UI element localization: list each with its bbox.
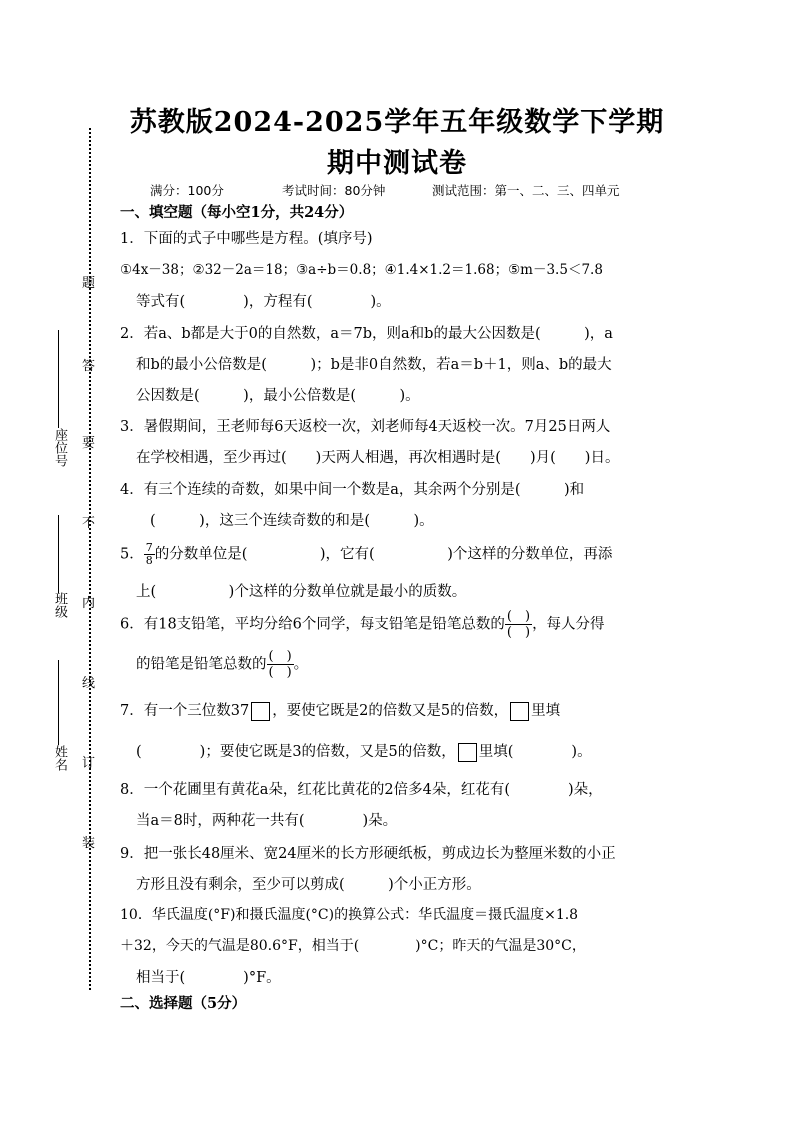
- page-subtitle: 期中测试卷: [327, 148, 467, 179]
- question-3-line: 3．暑假期间，王老师每6天返校一次，刘老师每4天返校一次。7月25日两人: [120, 419, 611, 435]
- question-1-line: 1．下面的式子中哪些是方程。(填序号): [120, 231, 373, 247]
- binding-char: 要: [82, 436, 96, 451]
- question-10-line: ＋32，今天的气温是80.6°F，相当于( )°C；昨天的气温是30°C，: [120, 938, 586, 954]
- question-6-text: 6．有18支铅笔，平均分给6个同学，每支铅笔是铅笔总数的: [120, 616, 505, 633]
- question-9-line: 9．把一张长48厘米、宽24厘米的长方形硬纸板，剪成边长为整厘米数的小正: [120, 846, 616, 862]
- section-heading: 二、选择题（5分）: [120, 995, 247, 1012]
- question-10-line: 相当于( )°F。: [136, 970, 281, 986]
- question-6-line: [136, 649, 308, 680]
- question-8-line: 当a＝8时，两种花一共有( )朵。: [136, 813, 398, 829]
- class-underline: [58, 515, 59, 593]
- test-scope: 测试范围：第一、二、三、四单元: [432, 183, 620, 198]
- question-7-text: 7．有一个三位数37: [120, 703, 250, 719]
- question-7-text: ( )；要使它既是3的倍数，又是5的倍数，: [136, 744, 456, 760]
- binding-char: 答: [82, 359, 96, 374]
- binding-char: 装: [82, 836, 96, 851]
- fraction-seven-eighths: $\frac{7}{8}$: [145, 541, 153, 567]
- binding-char: 内: [82, 596, 96, 611]
- question-2-line: 公因数是( )，最小公倍数是( )。: [136, 388, 420, 404]
- blank-fraction[interactable]: $\frac{( )}{( )}$: [506, 609, 531, 640]
- digit-box[interactable]: [251, 702, 270, 721]
- question-7-line: [120, 699, 560, 721]
- question-6-text: 。: [293, 656, 309, 673]
- question-5-text: 的分数单位是( )，它有( )个这样的分数单位，再添: [154, 546, 613, 563]
- name-label: 姓名: [52, 745, 67, 771]
- question-6-text: ，每人分得: [532, 616, 605, 633]
- exam-time: 考试时间：80分钟: [282, 183, 386, 198]
- blank-fraction[interactable]: $\frac{( )}{( )}$: [268, 649, 292, 680]
- question-8-line: 8．一个花圃里有黄花a朵，红花比黄花的2倍多4朵，红花有( )朵，: [120, 782, 603, 798]
- binding-dotted-line: [89, 128, 91, 990]
- question-7-text: 里填( )。: [478, 744, 592, 760]
- class-label: 班级: [52, 592, 67, 618]
- digit-box[interactable]: [510, 702, 529, 721]
- question-1-line: ①4x－38；②32－2a＝18；③a÷b＝0.8；④1.4×1.2＝1.68；⑤m－3.5＜7.8: [120, 262, 603, 278]
- question-4-line: 4．有三个连续的奇数，如果中间一个数是a，其余两个分别是( )和: [120, 482, 585, 498]
- binding-char: 不: [82, 516, 96, 531]
- question-6-line: [120, 609, 605, 640]
- page-title: 苏教版2024-2025学年五年级数学下学期: [129, 107, 665, 138]
- full-score: 满分：100分: [150, 183, 224, 198]
- question-4-line: ( )，这三个连续奇数的和是( )。: [150, 513, 434, 529]
- question-9-line: 方形且没有剩余，至少可以剪成( )个小正方形。: [136, 877, 481, 893]
- question-7-line: [136, 740, 592, 762]
- seat-underline: [58, 330, 59, 428]
- name-underline: [58, 660, 59, 745]
- question-2-line: 和b的最小公倍数是( )；b是非0自然数，若a＝b＋1，则a、b的最大: [136, 357, 612, 373]
- question-7-text: 里填: [531, 703, 561, 719]
- question-number: 5．: [120, 546, 144, 563]
- digit-box[interactable]: [458, 743, 477, 762]
- seat-label: 座位号: [52, 428, 67, 467]
- question-3-line: 在学校相遇，至少再过( )天两人相遇，再次相遇时是( )月( )日。: [136, 450, 620, 466]
- question-1-line: 等式有( )，方程有( )。: [136, 294, 391, 310]
- question-6-text: 的铅笔是铅笔总数的: [136, 656, 267, 673]
- question-10-line: 10．华氏温度(°F)和摄氏温度(°C)的换算公式：华氏温度＝摄氏温度×1.8: [120, 907, 579, 923]
- question-7-text: ，要使它既是2的倍数又是5的倍数，: [272, 703, 509, 719]
- binding-char: 线: [82, 676, 96, 691]
- question-5-line: [120, 542, 612, 567]
- section-heading: 一、填空题（每小空1分，共24分）: [120, 204, 354, 221]
- binding-char: 订: [82, 756, 96, 771]
- binding-char: 题: [82, 276, 96, 291]
- question-2-line: 2．若a、b都是大于0的自然数，a＝7b，则a和b的最大公因数是( )，a: [120, 326, 613, 342]
- question-5-line: 上( )个这样的分数单位就是最小的质数。: [136, 584, 467, 600]
